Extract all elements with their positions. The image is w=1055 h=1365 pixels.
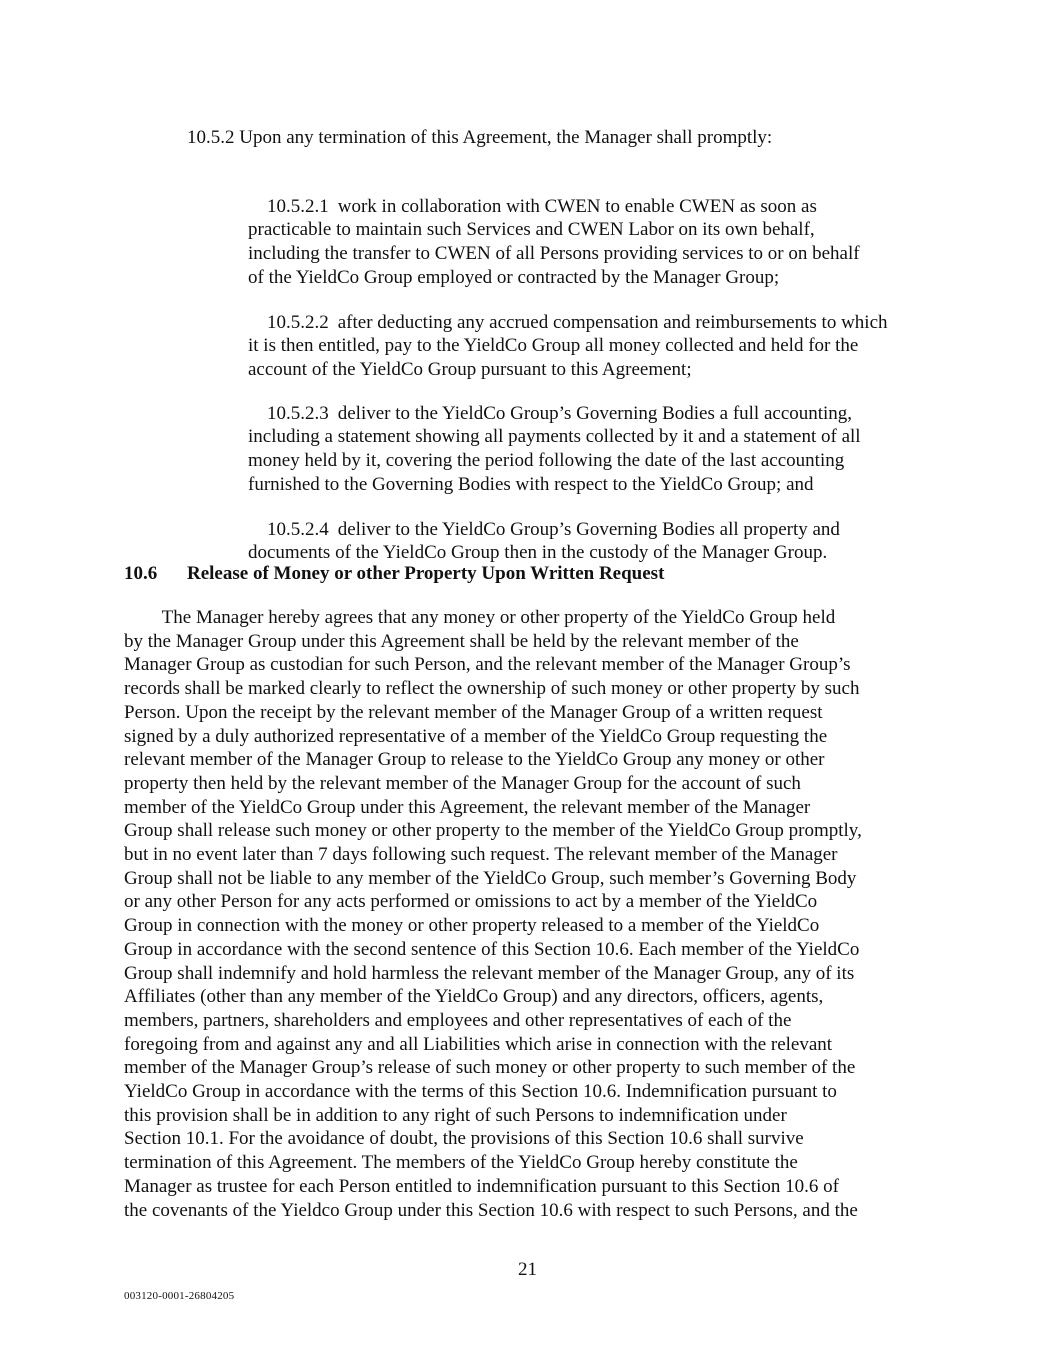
document-id: 003120-0001-26804205 (124, 1290, 235, 1302)
clause-number: 10.5.2.2 (267, 311, 329, 333)
section-number: 10.6 (124, 563, 158, 584)
clause-text: after deducting any accrued compensation and reimbursements to which it is then entitled, pay to the YieldCo Group all money collected and held for the account of the YieldCo Group pursuant to this Agreement; (248, 311, 888, 381)
clause-text: deliver to the YieldCo Group’s Governing Bodies all property and documents of the YieldCo Group then in the custody of the Manager Group. (248, 518, 840, 564)
clause-number: 10.5.2.4 (267, 518, 329, 540)
section-10-5-2-intro: 10.5.2 Upon any termination of this Agreement, the Manager shall promptly: (187, 127, 773, 148)
clause-text: deliver to the YieldCo Group’s Governing Bodies a full accounting, including a statement showing all payments collected by it and a statement of all money held by it, covering the period following the date of the last accounting furnished to the Governing Bodies with respect to the YieldCo Group; and (248, 402, 861, 495)
section-10-6-body: The Manager hereby agrees that any money or other property of the YieldCo Group held by the Manager Group under this Agreement shall be held by the relevant member of the Manager Group as custodian for such Person, and the relevant member of the Manager Group’s records shall be marked clearly to reflect the ownership of such money or other property by such Person. Upon the receipt by the relevant member of the Manager Group of a written request signed by a duly authorized representative of a member of the YieldCo Group requesting the relevant member of the Manager Group to release to the YieldCo Group any money or other property then held by the relevant member of the Manager Group for the account of such member of the YieldCo Group under this Agreement, the relevant member of the Manager Group shall release such money or other property to the member of the YieldCo Group promptly, but in no event later than 7 days following such request. The relevant member of the Manager Group shall not be liable to any member of the YieldCo Group, such member’s Governing Body or any other Person for any acts performed or omissions to act by a member of the YieldCo Group in connection with the money or other property released to a member of the YieldCo Group in accordance with the second sentence of this Section 10.6. Each member of the YieldCo Group shall indemnify and hold harmless the relevant member of the Manager Group, any of its Affiliates (other than any member of the YieldCo Group) and any directors, officers, agents, members, partners, shareholders and employees and other representatives of each of the foregoing from and against any and all Liabilities which arise in connection with the relevant member of the Manager Group’s release of such money or other property to such member of the YieldCo Group in accordance with the terms of this Section 10.6. Indemnification pursuant to this provision shall be in addition to any right of such Persons to indemnification under Section 10.1. For the avoidance of doubt, the provisions of this Section 10.6 shall survive termination of this Agreement. The members of the YieldCo Group hereby constitute the Manager as trustee for each Person entitled to indemnification pursuant to this Section 10.6 of the covenants of the Yieldco Group under this Section 10.6 with respect to such Persons, and the (124, 607, 862, 1221)
clause-number: 10.5.2.3 (267, 402, 329, 424)
clause-text: work in collaboration with CWEN to enable CWEN as soon as practicable to maintain such Services and CWEN Labor on its own behalf, including the transfer to CWEN of all Persons providing services to or on behalf of the YieldCo Group employed or contracted by the Manager Group; (248, 195, 860, 288)
section-10-6-heading (124, 563, 664, 585)
page-number: 21 (518, 1259, 537, 1280)
clause-number: 10.5.2.1 (267, 195, 329, 217)
section-title: Release of Money or other Property Upon Written Request (187, 563, 665, 584)
